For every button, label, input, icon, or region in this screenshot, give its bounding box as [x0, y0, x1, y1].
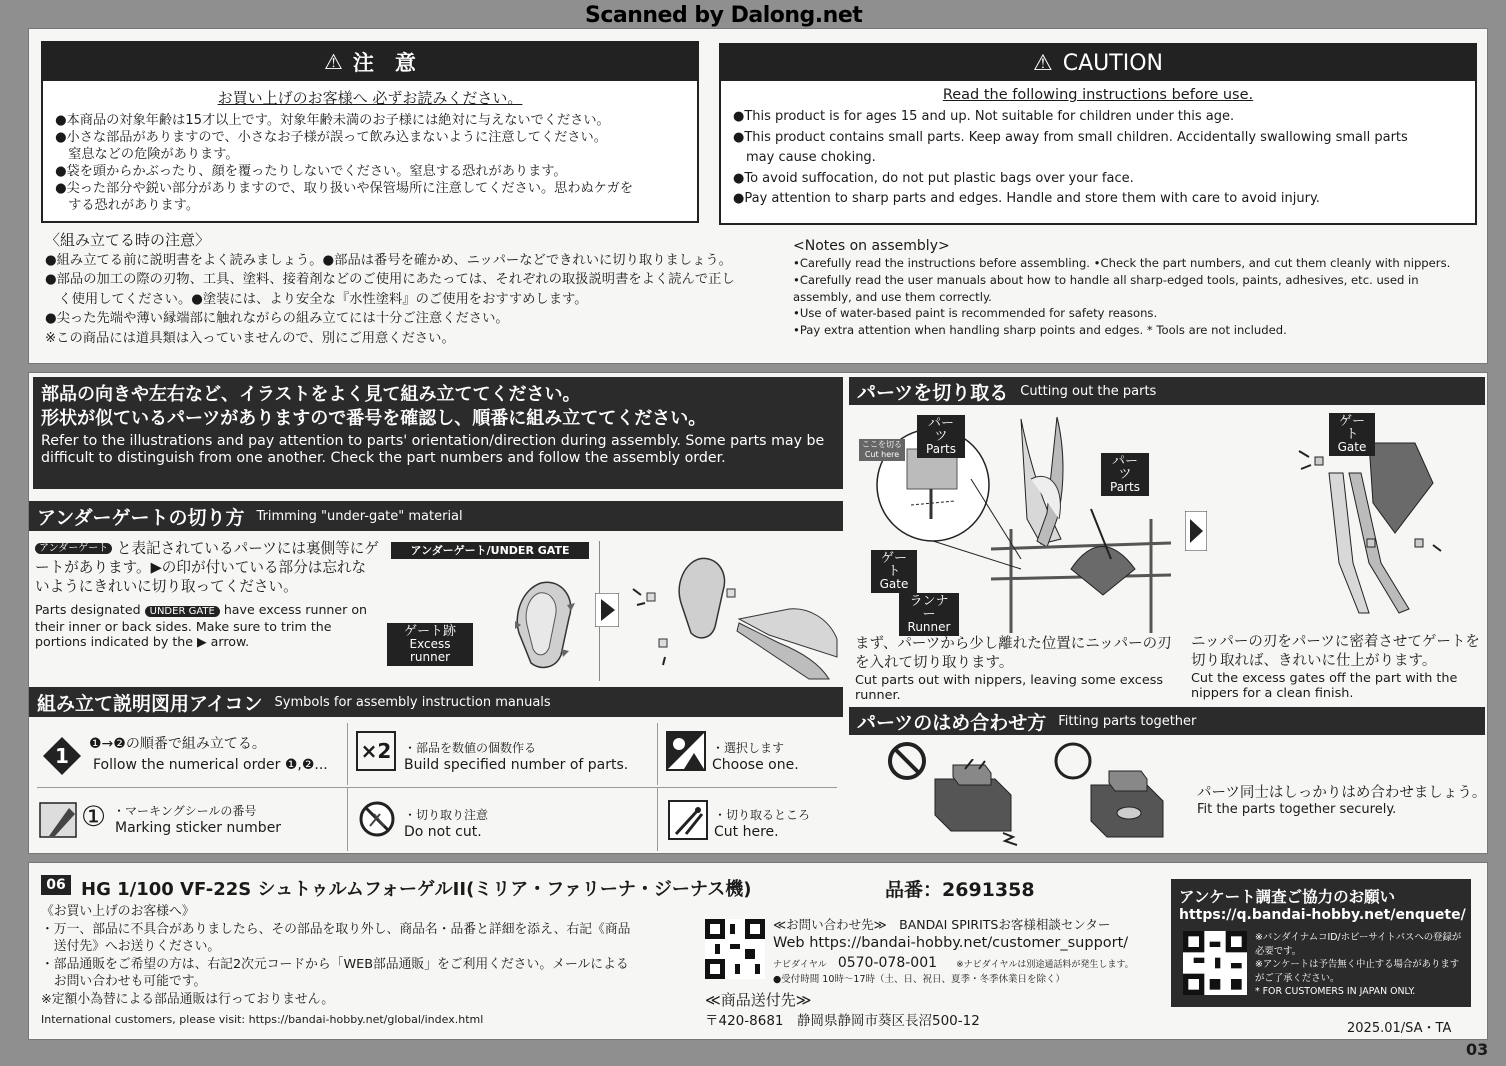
step2-jp: ニッパーの刃をパーツに密着させてゲートを切り取れば、きれいに仕上がります。 [1191, 634, 1480, 669]
customer-title: 《お買い上げのお客様へ》 [41, 904, 195, 919]
cutting-title-en: Cutting out the parts [1020, 383, 1157, 399]
symbol-en: Follow the numerical order ❶,❷... [93, 757, 328, 773]
symbol-jp: ・切り取り注意 [404, 808, 489, 822]
undergate-header [29, 501, 843, 531]
caution-jp-title: 注 意 [352, 51, 416, 75]
caution-jp-box [41, 41, 699, 223]
caution-en-line: ●To avoid suffocation, do not put plastic bags over your face. [733, 170, 1134, 186]
symbol-jp: ・選択します [712, 741, 785, 755]
cut-here-label [859, 439, 905, 461]
undergate-en [35, 602, 379, 649]
caution-jp-line: ●小さな部品がありますので、小さなお子様が誤って飲み込まないように注意してください。 [55, 130, 607, 145]
assembly-guide-panel [28, 372, 1488, 854]
notes-en-line: •Carefully read the instructions before assembling. •Check the part numbers, and cut them cleanly with nippers. [793, 256, 1451, 270]
symbols-title: 組み立て説明図用アイコン [37, 692, 263, 715]
fitting-title: パーツのはめ合わせ方 [857, 711, 1047, 734]
cutting-step2-caption [1191, 633, 1487, 701]
navi-note: ※ナビダイヤルは別途通話料が発生します。 [956, 960, 1134, 970]
fitting-en: Fit the parts together securely. [1197, 802, 1397, 817]
fit-wrong-illustration [925, 759, 1021, 849]
fitting-title-en: Fitting parts together [1058, 713, 1197, 729]
symbol-jp: ・部品を数値の個数作る [404, 741, 537, 755]
symbol-cut-here [657, 787, 837, 851]
customer-line: ・部品通販をご希望の方は、右記2次元コードから「WEB部品通販」をご利用ください。メールによる [41, 956, 629, 972]
cutting-step1-caption [855, 635, 1181, 703]
phone-number: 0570-078-001 [837, 955, 938, 971]
notes-en-line: •Pay extra attention when handling sharp points and edges. * Tools are not included. [793, 323, 1287, 338]
symbol-choose-one [657, 723, 837, 785]
contact-info [773, 915, 1173, 985]
cutting-title: パーツを切り取る [857, 381, 1009, 404]
parts-jp: パーツ [927, 416, 954, 444]
undergate-illus-label: アンダーゲート/UNDER GATE [391, 542, 589, 559]
notes-en-line: assembly, and use them correctly. [793, 289, 992, 304]
caution-jp-lines [43, 108, 697, 214]
cut-here-jp: ここを切る [862, 440, 902, 449]
parts-label-1 [917, 415, 965, 458]
symbol-en: Do not cut. [404, 824, 482, 840]
fitting-header [849, 707, 1485, 735]
customer-line: ※定額小為替による部品通販は行っておりません。 [41, 991, 335, 1007]
survey-note: * FOR CUSTOMERS IN JAPAN ONLY. [1255, 986, 1416, 997]
symbol-en: Marking sticker number [115, 820, 282, 836]
undergate-en-tag: UNDER GATE [145, 606, 220, 617]
warning-icon: ⚠ [324, 50, 343, 74]
caution-jp-line: ●尖った部分や鋭い部分がありますので、取り扱いや保管場所に注意してください。思わぬケガを [55, 181, 634, 196]
undergate-cut-illustration [619, 539, 839, 683]
caution-en-header [721, 45, 1475, 81]
gate-jp: ゲート [880, 551, 907, 579]
choose-icon [666, 731, 706, 771]
notes-jp [45, 231, 785, 348]
symbol-en: Choose one. [712, 757, 799, 773]
excess-runner-en: Excess runner [409, 637, 451, 664]
notes-en-title: <Notes on assembly> [793, 238, 950, 254]
page-number: 03 [1466, 1040, 1489, 1059]
customer-notice [41, 903, 661, 1008]
symbol-jp: ・マーキングシールの番号 [113, 804, 257, 818]
cutting-header [849, 377, 1485, 405]
notes-en-line: •Use of water-based paint is recommended for safety reasons. [793, 306, 1158, 321]
caution-jp-line: ●袋を頭からかぶったり、顔を覆ったりしないでください。窒息する恐れがあります。 [55, 164, 567, 179]
undergate-jp [35, 539, 379, 596]
survey-title: アンケート調査ご協力のお願い [1179, 888, 1396, 906]
undergate-title: アンダーゲートの切り方 [37, 506, 245, 529]
symbols-header [29, 687, 843, 717]
page-tag: 06 [41, 875, 71, 895]
symbol-marking-sticker [37, 787, 347, 851]
hours: ●受付時間 10時〜17時（土、日、祝日、夏季・冬季休業日を除く） [773, 974, 1065, 985]
caution-panel [28, 28, 1488, 364]
notes-jp-line: く使用してください。●塗装には、より安全な『水性塗料』のご使用をおすすめします。 [45, 291, 588, 307]
survey-note: ※バンダイナムコID/ホビーサイトパスへの登録が必要です。 [1255, 932, 1462, 957]
gate-jp: ゲート [1338, 414, 1365, 442]
step1-jp: まず、パーツから少し離れた位置にニッパーの刃を入れて切り取ります。 [855, 636, 1172, 671]
next-arrow-icon [1185, 511, 1207, 551]
caution-en-lines [721, 103, 1475, 210]
date-code: 2025.01/SA・TA [1347, 1021, 1452, 1036]
parts-en: Parts [926, 442, 956, 456]
parts-en: Parts [1110, 480, 1140, 494]
symbol-en: Build specified number of parts. [404, 757, 629, 773]
survey-qr-code[interactable] [1183, 931, 1247, 995]
ship-address: 〒420-8681 静岡県静岡市葵区長沼500-12 [705, 1013, 980, 1029]
circle-one-icon: ① [81, 800, 107, 833]
caution-en-line: ●This product contains small parts. Keep away from small children. Accidentally swallowing small parts [733, 129, 1408, 145]
symbol-build-multiple [347, 723, 657, 785]
sticker-icon [39, 802, 77, 838]
no-cut-icon [358, 800, 396, 838]
symbols-title-en: Symbols for assembly instruction manuals [274, 694, 551, 710]
warning-icon: ⚠ [1033, 50, 1053, 76]
notes-jp-line: ※この商品には道具類は入っていませんので、別にご用意ください。 [45, 330, 455, 346]
orientation-jp-1: 部品の向きや左右など、イラストをよく見て組み立ててください。 [41, 384, 581, 405]
product-info-panel [28, 862, 1488, 1040]
customer-line: ・万一、部品に不具合がありましたら、その部品を取り外し、商品名・品番と詳細を添え、右記《商品 [41, 921, 631, 937]
prohibited-icon [887, 741, 927, 781]
cut-here-icon [668, 800, 708, 840]
gate-en: Gate [879, 577, 909, 591]
caution-en-line: ●This product is for ages 15 and up. Not suitable for children under this age. [733, 109, 1235, 124]
notes-en [793, 237, 1483, 339]
next-arrow-icon [595, 593, 619, 627]
symbol-numerical-order [37, 723, 347, 785]
orientation-en: Refer to the illustrations and pay attention to parts' orientation/direction during assembly. Some parts may be difficult to distinguish from one another. Check the part numbers and follow the assembly order. [41, 433, 825, 466]
caution-jp-header [43, 43, 697, 81]
caution-en-subtitle: Read the following instructions before use. [942, 87, 1254, 103]
step-number-icon [41, 735, 83, 777]
phone-line [773, 952, 1173, 971]
customer-line: 送付先》へお送りください。 [41, 939, 221, 954]
undergate-en-text: have excess runner on their inner or back sides. Make sure to trim the portions indicated by the ▶ arrow. [35, 602, 368, 649]
undergate-tag: アンダーゲート [35, 543, 112, 554]
notes-en-line: •Carefully read the user manuals about how to handle all sharp-edged tools, paints, adhesives, etc. used in [793, 272, 1419, 287]
symbol-jp: ❶→❷の順番で組み立てる。 [89, 736, 266, 752]
customer-line: お問い合わせも可能です。 [41, 974, 207, 989]
excess-runner-label [387, 623, 473, 666]
gate-label-1 [871, 550, 917, 593]
cut-here-en: Cut here [864, 450, 900, 459]
undergate-jp-text: と表記されているパーツには裏側等にゲートがあります。▶の印が付いている部分は忘れないようにきれいに切り取ってください。 [35, 540, 379, 595]
support-qr-code[interactable] [705, 919, 765, 979]
symbol-en: Cut here. [714, 824, 779, 840]
watermark: Scanned by Dalong.net [585, 3, 863, 28]
item-number: 品番：2691358 [885, 879, 1035, 901]
orientation-box [33, 377, 843, 489]
caution-jp-line: ●本商品の対象年齢は15才以上です。対象年齢未満のお子様には絶対に与えないでください。 [55, 113, 610, 128]
gate-en: Gate [1337, 440, 1367, 454]
caution-en-title: CAUTION [1062, 50, 1163, 76]
product-title: HG 1/100 VF-22S シュトゥルムフォーゲルII(ミリア・ファリーナ・ジーナス機) [81, 879, 752, 900]
ship-title: ≪商品送付先≫ [705, 991, 812, 1009]
symbols-grid [37, 723, 837, 851]
undergate-text [35, 539, 379, 649]
notes-jp-line: ●組み立てる前に説明書をよく読みましょう。●部品は番号を確かめ、ニッパーなどできれいに切り取りましょう。 [45, 252, 732, 268]
parts-label-2 [1101, 453, 1149, 496]
undergate-en-pre: Parts designated [35, 602, 141, 617]
navi-label: ナビダイヤル [773, 960, 827, 970]
survey-notes [1255, 931, 1465, 999]
fit-correct-illustration [1083, 761, 1173, 845]
undergate-title-en: Trimming "under-gate" material [256, 508, 463, 524]
fitting-jp: パーツ同士はしっかりはめ合わせましょう。 [1197, 785, 1487, 801]
x2-icon: ×2 [356, 731, 396, 771]
survey-box [1171, 879, 1471, 1007]
caution-jp-line: する恐れがあります。 [55, 198, 200, 213]
orientation-jp-2: 形状が似ているパーツがありますので番号を確認し、順番に組み立ててください。 [41, 408, 707, 429]
caution-en-line: may cause choking. [733, 150, 876, 165]
runner-en: Runner [907, 620, 951, 634]
step1-en: Cut parts out with nippers, leaving some excess runner. [855, 673, 1164, 703]
contact-title: ≪お問い合わせ先≫ BANDAI SPIRITSお客様相談センター [773, 917, 1111, 932]
runner-label [899, 593, 959, 636]
excess-runner-jp: ゲート跡 [403, 624, 456, 639]
survey-url[interactable]: https://q.bandai-hobby.net/enquete/ [1179, 907, 1466, 923]
caution-jp-subtitle: お買い上げのお客様へ 必ずお読みください。 [217, 89, 523, 107]
notes-jp-line: ●部品の加工の際の刃物、工具、塗料、接着剤などのご使用にあたっては、それぞれの取扱説明書をよく読んで正し [45, 272, 735, 287]
step2-en: Cut the excess gates off the part with the nippers for a clean finish. [1191, 671, 1458, 701]
caution-en-box [719, 43, 1477, 225]
step-number-text: 1 [55, 744, 69, 768]
gate-label-2 [1329, 413, 1375, 456]
support-url[interactable]: Web https://bandai-hobby.net/customer_support/ [773, 935, 1129, 951]
notes-jp-line: ●尖った先端や薄い縁端部に触れながらの組み立てには十分ご注意ください。 [45, 311, 509, 326]
fitting-text [1197, 781, 1486, 817]
runner-jp: ランナー [909, 594, 949, 622]
intl-link[interactable]: International customers, please visit: https://bandai-hobby.net/global/index.html [41, 1013, 484, 1026]
survey-note: ※アンケートは予告無く中止する場合がありますがご了承ください。 [1255, 959, 1460, 984]
notes-jp-title: 〈組み立てる時の注意〉 [45, 231, 211, 249]
parts-jp: パーツ [1111, 454, 1138, 482]
symbol-do-not-cut [347, 787, 657, 851]
caution-en-line: ●Pay attention to sharp parts and edges. Handle and store them with care to avoid injury. [733, 191, 1320, 206]
caution-jp-line: 窒息などの危険があります。 [55, 147, 239, 162]
symbol-jp: ・切り取るところ [714, 808, 811, 822]
